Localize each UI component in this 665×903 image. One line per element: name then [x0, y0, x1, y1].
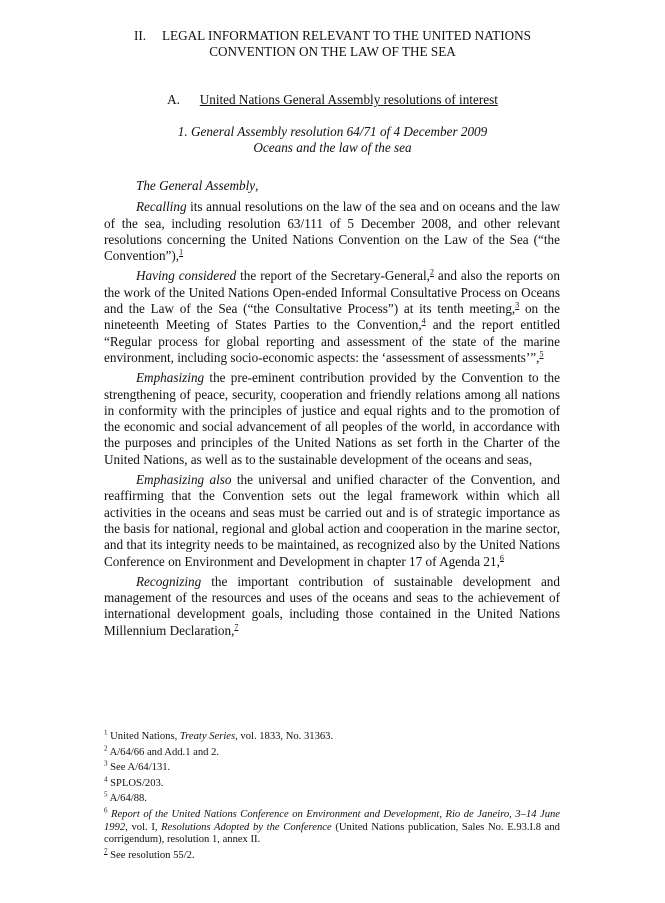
footnote-ref[interactable]: 3 — [515, 300, 520, 310]
footnote-ref[interactable]: 4 — [421, 316, 426, 326]
footnote-7 — [104, 847, 560, 863]
footnote-text: SPLOS/203. — [110, 777, 164, 789]
chapter-number: II. — [134, 28, 147, 43]
para-text: and also the reports on the work of the United Nations Open-ended Informal Consultative Process on Oceans and the Law of the Sea (“the Consultative Process”) at its tenth meeting, — [104, 268, 560, 317]
footnote-number: 6 — [104, 806, 108, 815]
chapter-title-line1: LEGAL INFORMATION RELEVANT TO THE UNITED NATIONS — [162, 28, 531, 43]
footnote-number: 4 — [104, 775, 108, 784]
footnote-number: 7 — [104, 847, 108, 856]
opening-italic: The General Assembly — [136, 178, 256, 193]
resolution-heading — [100, 124, 565, 157]
para-lead: Recalling — [136, 199, 187, 215]
footnote-1 — [104, 728, 560, 744]
paragraph-recalling — [104, 199, 560, 264]
footnote-text: , vol. 1833, No. 31363. — [235, 731, 334, 742]
footnote-ref[interactable]: 7 — [234, 622, 239, 632]
footnote-ref[interactable]: 1 — [179, 247, 184, 257]
footnote-text: , vol. I, — [125, 821, 162, 833]
footnote-ref[interactable]: 6 — [499, 553, 504, 563]
footnote-ref[interactable]: 2 — [429, 268, 434, 278]
para-lead: Emphasizing — [136, 370, 205, 386]
footnote-4 — [104, 775, 560, 791]
footnote-separator — [104, 722, 244, 723]
section-heading — [100, 92, 565, 108]
paragraph-recognizing — [104, 574, 560, 639]
paragraph-emphasizing — [104, 370, 560, 468]
footnote-ref[interactable]: 5 — [539, 349, 544, 359]
footnote-text: A/64/66 and Add.1 and 2. — [109, 746, 220, 758]
footnote-number: 2 — [104, 744, 108, 753]
footnote-5 — [104, 790, 560, 806]
section-letter: A. — [167, 92, 180, 107]
para-lead: Recognizing — [136, 573, 202, 589]
resolution-subtitle: Oceans and the law of the sea — [253, 140, 412, 156]
para-lead: Emphasizing also — [136, 472, 232, 488]
footnote-text: United Nations, — [110, 731, 180, 742]
para-text: the universal and unified character of the Convention, and reaffirming that the Convention sets out the legal framework within which all activities in the oceans and seas must be carried out and is of strategic importance as the basis for national, regional and global action and cooperation in the marine sector, and that its integrity needs to be maintained, as recognized also by the United Nations Conference on Environment and Development in chapter 17 of Agenda 21, — [104, 472, 560, 569]
opening-comma: , — [255, 178, 259, 193]
chapter-heading — [100, 28, 565, 61]
footnote-2 — [104, 744, 560, 760]
para-lead: Having considered — [136, 268, 237, 284]
para-text: on the nineteenth Meeting of States Parties to the Convention, — [104, 301, 560, 333]
footnote-text: See A/64/131. — [110, 762, 171, 774]
para-text: the pre-eminent contribution provided by the Convention to the strengthening of peace, security, cooperation and friendly relations among all nations in conformity with the principles of justice and equal rights and to the promotion of the economic and social advancement of all peoples of the world, in accordance with the purposes and principles of the United Nations as set forth in the Charter of the United Nations, as well as to the sustainable development of the oceans and seas, — [104, 370, 560, 467]
para-text: the important contribution of sustainable development and management of the resources and uses of the oceans and seas to the achievement of international development goals, including those contained in the United Nations Millennium Declaration, — [104, 573, 560, 638]
footnotes — [104, 728, 560, 865]
paragraph-emphasizing-also — [104, 472, 560, 570]
footnote-text: (United Nations publication, Sales No. E.93.I.8 and corrigendum), resolution 1, annex II. — [104, 821, 560, 846]
footnote-italic: Report of the United Nations Conference on Environment and Development, Rio de Janeiro, 3–14 June 1992 — [104, 808, 560, 833]
para-text: and the report entitled “Regular process for global reporting and assessment of the state of the marine environment, including socio-economic aspects: the ‘assessment of assessments’”, — [104, 317, 560, 365]
footnote-number: 5 — [104, 790, 108, 799]
para-text: its annual resolutions on the law of the sea and on oceans and the law of the sea, including resolution 63/111 of 5 December 2008, and other relevant resolutions concerning the United Nations Convention on the Law of the Sea (“the Convention”), — [104, 199, 560, 264]
footnote-6 — [104, 806, 560, 847]
opening-line — [104, 178, 560, 194]
footnote-number: 1 — [104, 728, 108, 737]
footnote-text: A/64/88. — [109, 793, 147, 805]
footnote-number: 3 — [104, 759, 108, 768]
resolution-body — [104, 178, 560, 643]
footnote-text: See resolution 55/2. — [110, 849, 195, 861]
chapter-title-line2: CONVENTION ON THE LAW OF THE SEA — [209, 44, 456, 60]
section-title: United Nations General Assembly resolutions of interest — [199, 92, 498, 107]
footnote-italic: Treaty Series — [179, 731, 236, 742]
paragraph-having-considered — [104, 268, 560, 366]
resolution-title: 1. General Assembly resolution 64/71 of 4 December 2009 — [177, 124, 488, 139]
footnote-italic: Resolutions Adopted by the Conference — [161, 821, 332, 833]
footnote-3 — [104, 759, 560, 775]
para-text: the report of the Secretary-General, — [236, 268, 430, 284]
